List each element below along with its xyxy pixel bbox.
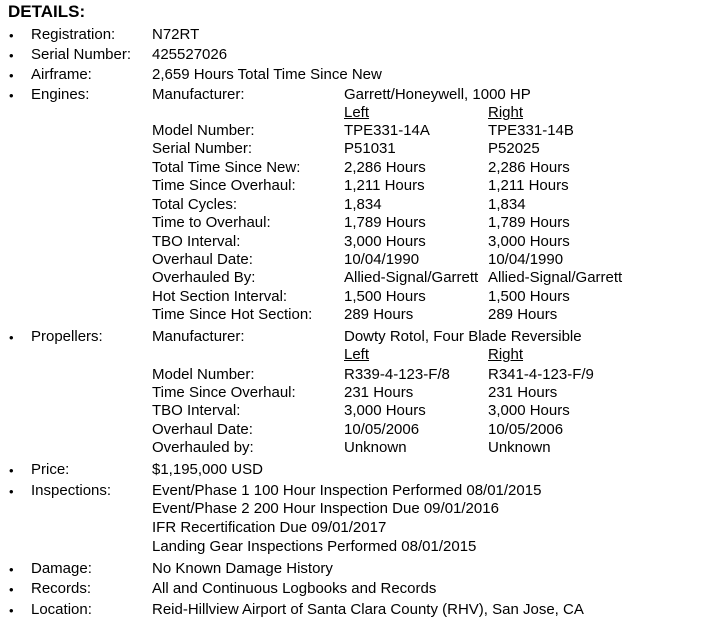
- propellers-right-header: Right: [488, 346, 524, 363]
- propeller-row-label: TBO Interval:: [152, 402, 241, 419]
- propeller-row-right: 231 Hours: [488, 384, 558, 401]
- engine-row-left: 1,211 Hours: [344, 177, 425, 194]
- propellers-label: Propellers:: [31, 328, 103, 345]
- engine-row-left: P51031: [344, 140, 396, 157]
- bullet-icon: •: [9, 603, 14, 618]
- engine-row-label: Overhauled By:: [152, 269, 256, 286]
- engine-row-right: 1,500 Hours: [488, 288, 570, 305]
- engine-row-right: Allied-Signal/Garrett: [488, 269, 623, 286]
- engine-row-right: P52025: [488, 140, 540, 157]
- details-heading: DETAILS:: [8, 2, 86, 21]
- engine-row-left: Allied-Signal/Garrett: [344, 269, 479, 286]
- bullet-icon: •: [9, 68, 14, 83]
- engine-row-right: 1,211 Hours: [488, 177, 569, 194]
- engine-row-right: 1,789 Hours: [488, 214, 570, 231]
- engine-row-left: 289 Hours: [344, 306, 414, 323]
- propeller-row-right: Unknown: [488, 439, 551, 456]
- engine-row-left: 1,789 Hours: [344, 214, 426, 231]
- engine-row-right: 289 Hours: [488, 306, 558, 323]
- bullet-icon: •: [9, 88, 14, 103]
- propeller-row-right: R341-4-123-F/9: [488, 366, 594, 383]
- engine-row-left: 1,834: [344, 196, 382, 213]
- location-value: Reid-Hillview Airport of Santa Clara County (RHV), San Jose, CA: [152, 601, 584, 618]
- records-label: Records:: [31, 580, 92, 597]
- airframe-label: Airframe:: [31, 66, 92, 83]
- inspection-line: IFR Recertification Due 09/01/2017: [152, 519, 387, 536]
- damage-value: No Known Damage History: [152, 560, 333, 577]
- bullet-icon: •: [9, 463, 14, 478]
- engine-row-right: 10/04/1990: [488, 251, 564, 268]
- engines-manufacturer-value: Garrett/Honeywell, 1000 HP: [344, 86, 531, 103]
- damage-label: Damage:: [31, 560, 92, 577]
- price-value: $1,195,000 USD: [152, 461, 263, 478]
- inspection-line: Landing Gear Inspections Performed 08/01/2015: [152, 538, 477, 555]
- propellers-manufacturer-value: Dowty Rotol, Four Blade Reversible: [344, 328, 582, 345]
- propeller-row-left: 3,000 Hours: [344, 402, 426, 419]
- engine-row-label: Time Since Overhaul:: [152, 177, 296, 194]
- serial-number-value: 425527026: [152, 46, 228, 63]
- registration-label: Registration:: [31, 26, 116, 43]
- propeller-row-label: Model Number:: [152, 366, 255, 383]
- engine-row-label: Total Time Since New:: [152, 159, 301, 176]
- bullet-icon: •: [9, 484, 14, 499]
- propeller-row-left: Unknown: [344, 439, 407, 456]
- serial-number-label: Serial Number:: [31, 46, 132, 63]
- engines-manufacturer-label: Manufacturer:: [152, 86, 245, 103]
- inspections-label: Inspections:: [31, 482, 112, 499]
- propeller-row-right: 10/05/2006: [488, 421, 564, 438]
- propeller-row-label: Overhauled by:: [152, 439, 254, 456]
- engine-row-label: Serial Number:: [152, 140, 253, 157]
- engine-row-right: 3,000 Hours: [488, 233, 570, 250]
- inspection-line: Event/Phase 1 100 Hour Inspection Performed 08/01/2015: [152, 482, 542, 499]
- propeller-row-label: Time Since Overhaul:: [152, 384, 296, 401]
- engine-row-label: Time Since Hot Section:: [152, 306, 313, 323]
- propellers-left-header: Left: [344, 346, 370, 363]
- propeller-row-right: 3,000 Hours: [488, 402, 570, 419]
- engine-row-label: Model Number:: [152, 122, 255, 139]
- bullet-icon: •: [9, 582, 14, 597]
- propeller-row-label: Overhaul Date:: [152, 421, 253, 438]
- propeller-row-left: 10/05/2006: [344, 421, 420, 438]
- engine-row-left: 2,286 Hours: [344, 159, 426, 176]
- price-label: Price:: [31, 461, 70, 478]
- engine-row-left: 1,500 Hours: [344, 288, 426, 305]
- engine-row-label: Hot Section Interval:: [152, 288, 288, 305]
- propeller-row-left: 231 Hours: [344, 384, 414, 401]
- registration-value: N72RT: [152, 26, 200, 43]
- propeller-row-left: R339-4-123-F/8: [344, 366, 450, 383]
- engine-row-right: 1,834: [488, 196, 526, 213]
- bullet-icon: •: [9, 330, 14, 345]
- records-value: All and Continuous Logbooks and Records: [152, 580, 437, 597]
- engines-label: Engines:: [31, 86, 90, 103]
- engine-row-right: 2,286 Hours: [488, 159, 570, 176]
- bullet-icon: •: [9, 28, 14, 43]
- engine-row-label: Total Cycles:: [152, 196, 238, 213]
- engine-row-right: TPE331-14B: [488, 122, 574, 139]
- location-label: Location:: [31, 601, 92, 618]
- engines-right-header: Right: [488, 104, 524, 121]
- engine-row-label: TBO Interval:: [152, 233, 241, 250]
- bullet-icon: •: [9, 48, 14, 63]
- inspection-line: Event/Phase 2 200 Hour Inspection Due 09/01/2016: [152, 500, 499, 517]
- engine-row-left: 3,000 Hours: [344, 233, 426, 250]
- engine-row-label: Overhaul Date:: [152, 251, 253, 268]
- engine-row-left: 10/04/1990: [344, 251, 420, 268]
- bullet-icon: •: [9, 562, 14, 577]
- engine-row-left: TPE331-14A: [344, 122, 430, 139]
- engine-row-label: Time to Overhaul:: [152, 214, 271, 231]
- airframe-value: 2,659 Hours Total Time Since New: [152, 66, 382, 83]
- engines-left-header: Left: [344, 104, 370, 121]
- propellers-manufacturer-label: Manufacturer:: [152, 328, 245, 345]
